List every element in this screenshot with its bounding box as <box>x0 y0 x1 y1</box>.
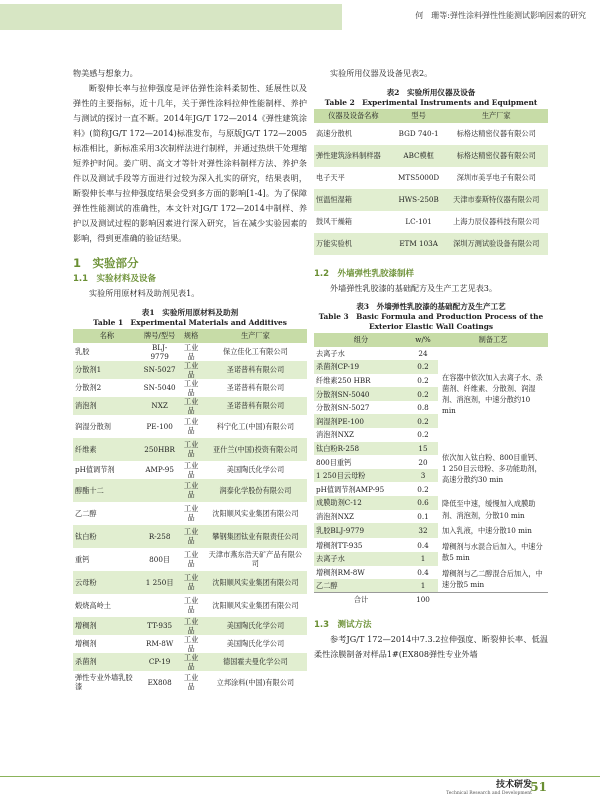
paragraph-table2-ref: 实验所用仪器及设备见表2。 <box>330 68 433 78</box>
table3-cell: 增稠剂RM-8W <box>316 567 365 577</box>
table1-row <box>73 525 307 548</box>
table1-cell: 工业品 <box>183 504 199 523</box>
table3-cell: pH值调节剂AMP-95 <box>316 484 385 494</box>
table1-cell: 800目 <box>149 554 171 564</box>
table3-cell: 杀菌剂CP-19 <box>314 360 408 374</box>
table1-cell: 科宁化工(中国)有限公司 <box>216 421 295 431</box>
table1-cell: 工业品 <box>183 417 199 436</box>
table1-cell: 消泡剂 <box>73 397 141 415</box>
table2-cell: ETM 103A <box>393 233 445 255</box>
table3-row <box>314 538 548 552</box>
table1-cell: 弹性专业外墙乳胶漆 <box>75 673 133 692</box>
table3-cell: 合计 <box>314 593 408 607</box>
table3-cell: 纤维素250 HBR <box>316 375 371 385</box>
table2-cell: ABC模框 <box>393 145 445 167</box>
table3-cell: 0.6 <box>408 496 438 510</box>
table3-cell: 15 <box>408 442 438 456</box>
table1-row <box>73 361 307 379</box>
table3-cell: 0.4 <box>417 540 429 550</box>
table1-cell: 工业品 <box>183 673 199 692</box>
section-heading-1-2: 1.2 外墙弹性乳胶漆制样 <box>314 268 415 279</box>
table3-cell: 0.1 <box>417 511 429 521</box>
paragraph-intro: 断裂伸长率与拉伸强度是评估弹性涂料柔韧性、延展性以及弹性的主要指标，近十几年，关于弹性涂料拉伸性能制样、养护与测试的探讨一直不断。2014年JG/T 172—2014《弹性建筑涂料》(简称JG/T 172—2014)标准发布，与原版JG/T 172—2005标准相比，新标准采用3次制样法进行制样，并通过热烘干处理缩短养护时间。姜广明、高文才等针对弹性涂料制样方法、养护条件以及测试手段等方面进行过较为深入扎实的研究，结果表明，断裂伸长率与拉伸强度结果会受到多方面的影响[1-4]。为了保障弹性性能测试的准确性，本文针对JG/T 172—2014中制样、养护以及测试过程的影响因素进行深入研究，旨在减少实验因素的影响，得到更准确的验证结果。 <box>73 83 307 243</box>
table1-cell: 工业品 <box>183 596 199 615</box>
table1-cell <box>141 502 179 525</box>
table1-cell: 工业品 <box>178 438 203 461</box>
table1-cell: 美国陶氏化学公司 <box>226 465 285 475</box>
table3-process-cell: 增稠剂与乙二醇混合后加入，中速分散5 min <box>438 566 548 593</box>
table3-cell: 乙二醇 <box>314 579 408 593</box>
table2-cell: 标格达精密仪器有限公司 <box>445 145 549 167</box>
table1-row <box>73 617 307 635</box>
table1-cell: 云母粉 <box>73 571 141 594</box>
table3-cell: 100 <box>408 593 438 607</box>
table2-header: 生产厂家 <box>445 109 549 123</box>
table1-caption-en: Table 1 Experimental Materials and Additives <box>93 318 287 328</box>
table3-caption-cn: 表3 外墙弹性乳胶漆的基础配方及生产工艺 <box>356 301 506 311</box>
table3-cell: 0.2 <box>408 387 438 401</box>
table1-cell: 工业品 <box>178 397 203 415</box>
table1-cell: 保立佳化工有限公司 <box>223 347 288 357</box>
table1-cell: 立邦涂料(中国)有限公司 <box>216 677 295 687</box>
table1 <box>73 329 307 694</box>
table2-row <box>314 233 548 255</box>
table1-cell: 乳胶 <box>75 347 90 357</box>
table1-cell: PE-100 <box>146 421 173 431</box>
table3-cell: 0.2 <box>408 360 438 374</box>
table1-cell: TT-935 <box>141 617 179 635</box>
table1-row <box>73 635 307 653</box>
table1-caption-cn: 表1 实验所用原材料及助剂 <box>141 308 239 318</box>
table3-cell: 0.2 <box>417 484 429 494</box>
table1-cell: 圣诺普科有限公司 <box>204 397 307 415</box>
table2-caption-en: Table 2 Experimental Instruments and Equipment <box>324 98 538 107</box>
table1-cell: 工业品 <box>178 479 203 502</box>
table3-cell: 钛白粉R-258 <box>314 442 408 456</box>
footer-journal-sub: Technical Research and Development <box>446 791 532 796</box>
table3-header: 制备工艺 <box>438 333 548 347</box>
table3-cell: 去离子水 <box>316 348 345 358</box>
table3-process-cell: 在容器中依次加入去离子水、杀菌剂、纤维素、分散剂、润湿剂、消泡剂，中速分散约10 min <box>438 347 548 442</box>
table1-cell: 分散剂2 <box>75 383 102 393</box>
table1-cell <box>141 594 179 617</box>
table3-row <box>314 347 548 361</box>
table2-cell: 上海力辰仪器科技有限公司 <box>453 217 540 226</box>
table1-cell: 润泰化学股份有限公司 <box>204 479 307 502</box>
table1-cell: 工业品 <box>178 361 203 379</box>
table3-cell: 1 <box>408 552 438 566</box>
table3-cell: 3 <box>408 469 438 483</box>
table1-cell: 工业品 <box>178 571 203 594</box>
table3-cell: 去离子水 <box>314 552 408 566</box>
table1-cell: 煅烧高岭土 <box>75 600 111 610</box>
paragraph-table3-ref: 外墙弹性乳胶漆的基础配方及生产工艺见表3。 <box>330 282 498 293</box>
table2-row <box>314 145 548 167</box>
table1-row <box>73 548 307 571</box>
table3-cell: 乳胶BLJ-9779 <box>314 523 408 538</box>
table2-cell: 鼓风干燥箱 <box>316 217 352 226</box>
table3-row <box>314 523 548 538</box>
table1-cell: SN-5027 <box>141 361 179 379</box>
table1-header: 名称 <box>73 329 141 343</box>
table3-cell: 0.2 <box>417 375 429 385</box>
table1-cell: CP-19 <box>141 653 179 671</box>
table1-cell: NXZ <box>141 397 179 415</box>
table2-cell: 万能实验机 <box>314 233 393 255</box>
table1-cell: 沈阳顺风实业集团有限公司 <box>212 600 299 610</box>
left-column <box>73 66 307 694</box>
table1-cell: 乙二醇 <box>75 508 97 518</box>
table3-cell: 分散剂SN-5027 <box>316 403 370 413</box>
footer-journal-label: 技术研发 <box>495 780 532 790</box>
table1-header: 牌号/型号 <box>141 329 179 343</box>
table3-header: 组分 <box>314 333 408 347</box>
table1-cell: 工业品 <box>178 525 203 548</box>
table1-cell: 工业品 <box>183 634 199 653</box>
table1-cell: 工业品 <box>183 460 199 479</box>
table1-row <box>73 671 307 694</box>
table1-cell: 增稠剂 <box>75 639 97 649</box>
table2-cell: HWS-250B <box>393 189 445 211</box>
section-heading-1-3: 1.3 测试方法 <box>314 620 372 631</box>
section-heading-1: 1 实验部分 <box>73 256 139 270</box>
table1-cell: 沈阳顺风实业集团有限公司 <box>212 508 299 518</box>
table3-cell: 1 <box>408 579 438 593</box>
table3-cell: 0.8 <box>417 403 429 413</box>
table1-row <box>73 343 307 361</box>
table2-cell: 深圳万测试验设备有限公司 <box>445 233 549 255</box>
table3-row <box>314 496 548 510</box>
table1-cell: AMP-95 <box>145 465 174 475</box>
table3-cell: 24 <box>418 348 428 358</box>
table3-cell: 20 <box>418 457 428 467</box>
table1-cell: 润湿分散剂 <box>75 421 111 431</box>
table1-cell: 德国霍夫曼化学公司 <box>204 653 307 671</box>
table2-cell: 弹性建筑涂料制样器 <box>314 145 393 167</box>
table2-cell: 标格达精密仪器有限公司 <box>456 129 536 138</box>
table1-cell: pH值调节剂 <box>75 465 115 475</box>
table1-cell: 重钙 <box>75 554 90 564</box>
table3-caption-en-1: Table 3 Basic Formula and Production Process of the <box>318 311 544 321</box>
table3-cell: 分散剂SN-5040 <box>314 387 408 401</box>
table2-caption-cn: 表2 实验所用仪器及设备 <box>386 88 476 97</box>
footer-rule <box>0 776 600 777</box>
table1-header: 生产厂家 <box>204 329 307 343</box>
table3-cell: 1 250目云母粉 <box>314 469 408 483</box>
table3-header: w/% <box>408 333 438 347</box>
table3-cell: 润湿剂PE-100 <box>314 414 408 428</box>
table1-row <box>73 379 307 397</box>
table1-cell: 攀钢集团钛业有限责任公司 <box>204 525 307 548</box>
table2-cell: BGD 740-1 <box>398 129 439 138</box>
table1-cell: 工业品 <box>183 378 199 397</box>
table1-cell: 工业品 <box>183 342 199 361</box>
table1-cell: 分散剂1 <box>73 361 141 379</box>
table3-cell: 0.2 <box>408 414 438 428</box>
table2-header: 仪器及设备名称 <box>314 109 393 123</box>
table3-empty-cell <box>438 593 548 607</box>
table1-row <box>73 571 307 594</box>
table1-row <box>73 397 307 415</box>
table3-cell: 800目重钙 <box>316 457 352 467</box>
table1-cell: 工业品 <box>178 617 203 635</box>
table1-cell: 美国陶氏化学公司 <box>204 617 307 635</box>
table1-cell: EX808 <box>147 677 172 687</box>
table1-cell: R-258 <box>141 525 179 548</box>
table3-cell: 消泡剂NXZ <box>316 430 354 440</box>
page-header <box>0 0 600 34</box>
table2-cell: MTS5000D <box>398 173 440 182</box>
table1-cell: 增稠剂 <box>73 617 141 635</box>
table2-row <box>314 189 548 211</box>
table2 <box>314 109 548 255</box>
table3-cell: 增稠剂TT-935 <box>316 540 363 550</box>
table2-cell: 天津市泰斯特仪器有限公司 <box>445 189 549 211</box>
table2-row <box>314 211 548 233</box>
table1-cell: 沈阳顺风实业集团有限公司 <box>204 571 307 594</box>
table3-caption-en-2: Exterior Elastic Wall Coatings <box>368 322 494 331</box>
table1-cell <box>141 479 179 502</box>
table3-cell: 消泡剂NXZ <box>316 511 354 521</box>
table1-cell: 工业品 <box>178 653 203 671</box>
table1-cell: 美国陶氏化学公司 <box>226 639 285 649</box>
table2-row <box>314 167 548 189</box>
table1-cell: 圣诺普科有限公司 <box>204 361 307 379</box>
table1-header: 规格 <box>178 329 203 343</box>
table1-cell: 圣诺普科有限公司 <box>226 383 285 393</box>
table2-cell: 恒温恒湿箱 <box>314 189 393 211</box>
table3-cell: 0.4 <box>417 567 429 577</box>
table1-row <box>73 594 307 617</box>
table3-process-cell: 依次加入钛白粉、800目重钙、1 250目云母粉、多功能助剂，高速分散约30 min <box>438 442 548 496</box>
table1-cell: 杀菌剂 <box>73 653 141 671</box>
paragraph-table1-ref: 实验所用原材料及助剂见表1。 <box>89 288 200 299</box>
table3-cell: 0.2 <box>417 430 429 440</box>
table1-cell: SN-5040 <box>143 383 176 393</box>
right-column <box>314 66 548 662</box>
running-title: 何 珊等:弹性涂料弹性性能测试影响因素的研究 <box>415 11 586 20</box>
table3-process-cell: 降低至中速，缓慢加入成膜助剂、消泡剂，分散10 min <box>438 496 548 523</box>
table1-cell: RM-8W <box>146 639 174 649</box>
table3-process-cell: 增稠剂与水混合后加入，中速分散5 min <box>438 538 548 565</box>
paragraph-test-method: 参考JG/T 172—2014中7.3.2拉伸强度、断裂伸长率、低温柔性涂膜制备对样品1#(EX808弹性专业外墙 <box>314 634 548 660</box>
table3-row <box>314 593 548 607</box>
table1-row <box>73 438 307 461</box>
table2-row <box>314 123 548 145</box>
table2-cell: LC-101 <box>405 217 432 226</box>
table2-cell: 高速分散机 <box>316 129 352 138</box>
table3-row <box>314 566 548 580</box>
section-heading-1-1: 1.1 实验材料及设备 <box>73 274 157 285</box>
table1-cell: 250HBR <box>141 438 179 461</box>
table3 <box>314 333 548 607</box>
table1-cell: BLJ-9779 <box>150 342 169 361</box>
table3-cell: 32 <box>408 523 438 538</box>
table3-cell: 成膜助剂C-12 <box>314 496 408 510</box>
table1-cell: 亚什兰(中国)投资有限公司 <box>204 438 307 461</box>
header-color-bar <box>0 4 342 30</box>
table1-cell: 纤维素 <box>73 438 141 461</box>
table1-row <box>73 461 307 479</box>
table3-process-cell: 加入乳液，中速分散10 min <box>438 523 548 538</box>
table1-cell: 醇酯十二 <box>73 479 141 502</box>
table1-row <box>73 653 307 671</box>
table1-cell: 工业品 <box>183 550 199 569</box>
table2-cell: 电子天平 <box>316 173 345 182</box>
table2-cell: 深圳市美孚电子有限公司 <box>456 173 536 182</box>
table1-cell: 钛白粉 <box>73 525 141 548</box>
table1-row <box>73 479 307 502</box>
paragraph-continuation: 物美感与想象力。 <box>73 68 138 78</box>
table1-cell: 天津市燕东浩天矿产品有限公司 <box>208 550 303 569</box>
table1-cell: 1 250目 <box>141 571 179 594</box>
table1-row <box>73 502 307 525</box>
table3-row <box>314 442 548 456</box>
table1-row <box>73 415 307 438</box>
page-number: 51 <box>530 780 547 794</box>
table2-header: 型号 <box>393 109 445 123</box>
